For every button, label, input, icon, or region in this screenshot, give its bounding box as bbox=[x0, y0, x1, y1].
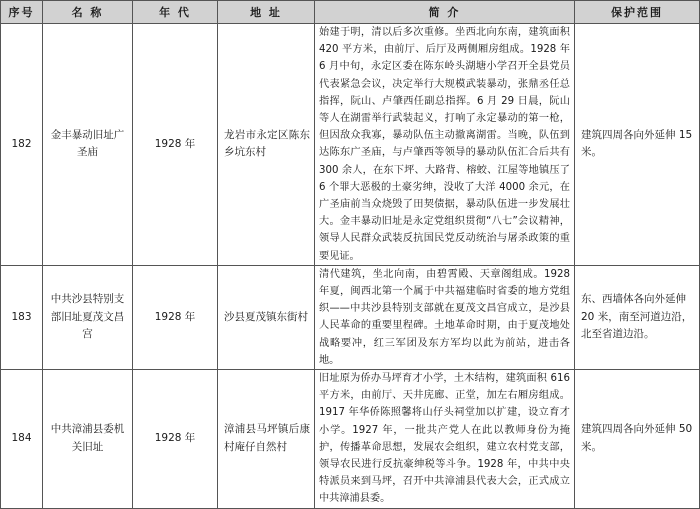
header-no: 序号 bbox=[1, 1, 43, 24]
site-brief: 清代建筑，坐北向南，由碧霄殿、天章阁组成。1928 年夏，闽西北第一个属于中共福建临时省委的地方党组织——中共沙县特别支部就在夏茂文昌宫成立，是沙县人民革命的重要里程碑。土地革命时期，由于夏茂地处战略要冲，红三军团及东方军均以此为前站，进击各地。 bbox=[315, 265, 575, 369]
protection-range: 东、西墙体各向外延伸 20 米，南至河道边沿，北至省道边沿。 bbox=[575, 265, 700, 369]
header-era: 年 代 bbox=[133, 1, 218, 24]
header-brief: 简 介 bbox=[315, 1, 575, 24]
table-row bbox=[1, 24, 700, 266]
table-row bbox=[1, 370, 700, 509]
site-name: 金丰暴动旧址广圣庙 bbox=[43, 24, 133, 266]
site-brief: 始建于明，清以后多次重修。坐西北向东南，建筑面积 420 平方米，由前厅、后厅及两侧厢房组成。1928 年 6 月中旬，永定区委在陈东岭头湖塘小学召开全县党员代表紧急会议，决定举行大规模武装暴动，张鼎丞任总指挥，阮山、卢肇西任副总指挥。6 月 29 日晨，阮山等人在湖雷举行武装起义，打响了永定暴动的第一枪，但因敌众我寡，暴动队伍主动撤离湖雷。当晚，队伍到达陈东广圣庙，与卢肇西等领导的暴动队伍汇合后共有 300 余人，在东下坪、大路背、榕蛟、江屋等地镇压了 6 个罪大恶极的土豪劣绅，没收了大洋 4000 余元，在广圣庙前当众烧毁了田契债据，暴动队伍进一步发展壮大。金丰暴动旧址是永定党组织贯彻“八七”会议精神，领导人民群众武装反抗国民党反动统治与屠杀政策的重要见证。 bbox=[315, 24, 575, 266]
site-era: 1928 年 bbox=[133, 265, 218, 369]
table-header-row bbox=[1, 1, 700, 24]
header-protection: 保护范围 bbox=[575, 1, 700, 24]
row-number: 183 bbox=[1, 265, 43, 369]
site-era: 1928 年 bbox=[133, 370, 218, 509]
site-era: 1928 年 bbox=[133, 24, 218, 266]
protection-range: 建筑四周各向外延伸 15 米。 bbox=[575, 24, 700, 266]
site-name: 中共漳浦县委机关旧址 bbox=[43, 370, 133, 509]
site-name: 中共沙县特别支部旧址夏茂文昌宫 bbox=[43, 265, 133, 369]
row-number: 184 bbox=[1, 370, 43, 509]
site-address: 沙县夏茂镇东街村 bbox=[218, 265, 315, 369]
protection-range: 建筑四周各向外延伸 50 米。 bbox=[575, 370, 700, 509]
site-address: 漳浦县马坪镇后康村庵仔自然村 bbox=[218, 370, 315, 509]
table-row bbox=[1, 265, 700, 369]
row-number: 182 bbox=[1, 24, 43, 266]
site-brief: 旧址原为侨办马坪育才小学，土木结构，建筑面积 616 平方米，由前厅、天井庑廊、正堂，加左右厢房组成。1917 年华侨陈照馨将山仔头祠堂加以扩建，设立育才小学。1927 年，一批共产党人在此以教师身份为掩护，传播革命思想，发展农会组织，建立农村党支部，领导农民进行反抗豪绅税等斗争。1928 年，中共中央特派员来到马坪，召开中共漳浦县代表大会，正式成立中共漳浦县委。 bbox=[315, 370, 575, 509]
header-address: 地 址 bbox=[218, 1, 315, 24]
site-address: 龙岩市永定区陈东乡坑东村 bbox=[218, 24, 315, 266]
header-name: 名 称 bbox=[43, 1, 133, 24]
